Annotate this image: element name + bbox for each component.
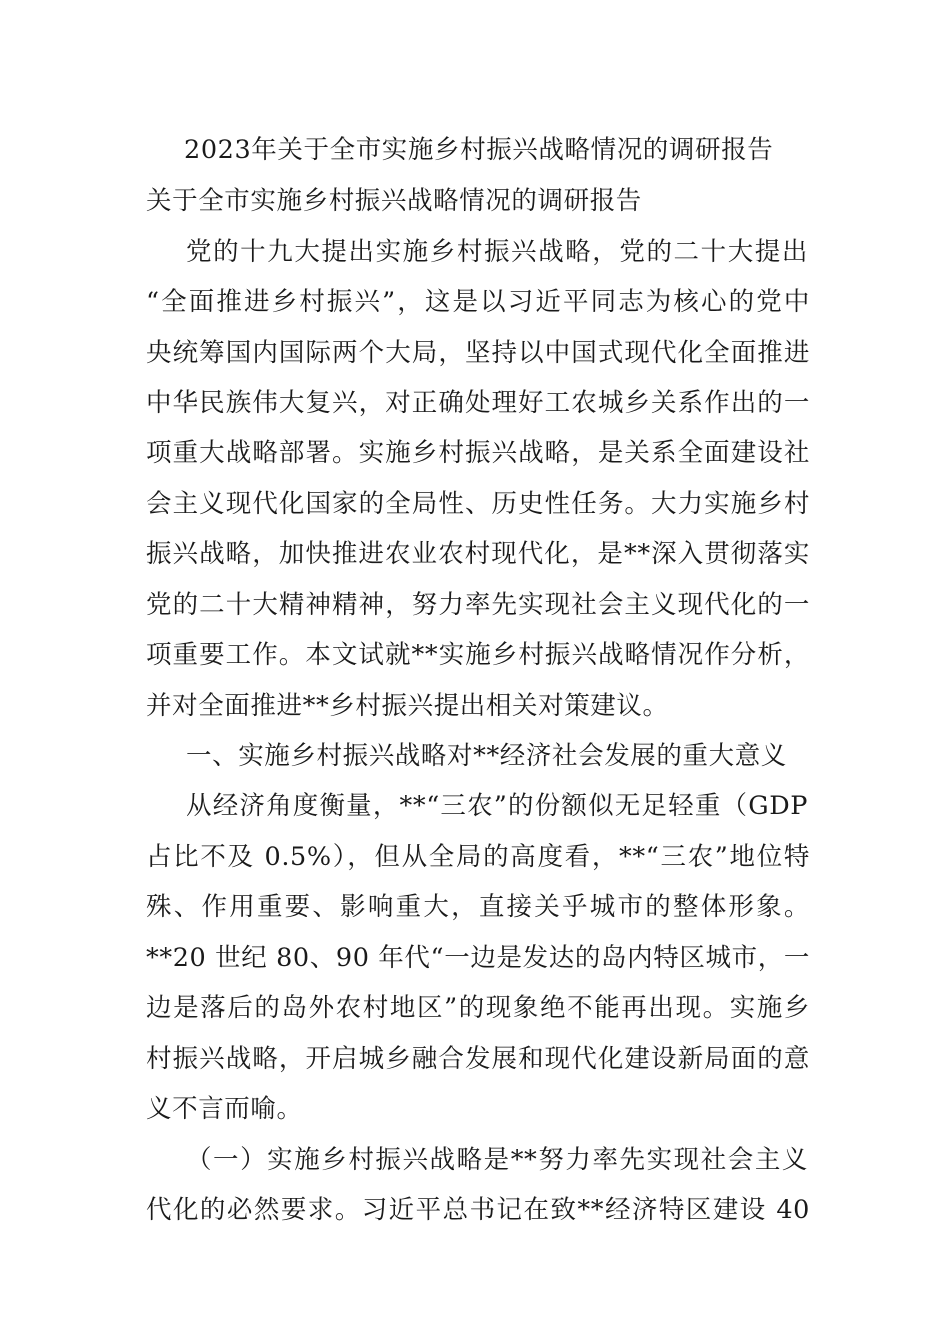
subsection-heading-line: （一）实施乡村振兴战略是**努力率先实现社会主义 <box>186 1145 808 1175</box>
paragraph-line: 项重要工作。本文试就**实施乡村振兴战略情况作分析， <box>146 640 810 670</box>
paragraph-line: 党的二十大精神精神，努力率先实现社会主义现代化的一 <box>146 590 810 620</box>
paragraph-line: 会主义现代化国家的全局性、历史性任务。大力实施乡村 <box>146 489 810 519</box>
paragraph-line: 殊、作用重要、影响重大，直接关乎城市的整体形象。 <box>146 892 810 922</box>
paragraph-line: “全面推进乡村振兴”，这是以习近平同志为核心的党中 <box>146 287 810 317</box>
paragraph-line: 党的十九大提出实施乡村振兴战略，党的二十大提出 <box>186 237 808 267</box>
paragraph-line: 占比不及 0.5%），但从全局的高度看，**“三农”地位特 <box>146 842 810 872</box>
paragraph-line: 中华民族伟大复兴，对正确处理好工农城乡关系作出的一 <box>146 388 810 418</box>
document-subtitle: 关于全市实施乡村振兴战略情况的调研报告 <box>146 186 642 216</box>
paragraph-line: 项重大战略部署。实施乡村振兴战略，是关系全面建设社 <box>146 438 810 468</box>
paragraph-line: 村振兴战略，开启城乡融合发展和现代化建设新局面的意 <box>146 1044 810 1074</box>
paragraph-line: 边是落后的岛外农村地区”的现象绝不能再出现。实施乡 <box>146 993 810 1023</box>
section-heading: 一、实施乡村振兴战略对**经济社会发展的重大意义 <box>186 741 787 771</box>
paragraph-line: 从经济角度衡量，**“三农”的份额似无足轻重（GDP <box>186 791 808 821</box>
paragraph-line: 义不言而喻。 <box>146 1094 303 1124</box>
paragraph-line: 代化的必然要求。习近平总书记在致**经济特区建设 40 <box>146 1195 810 1225</box>
paragraph-line: 振兴战略，加快推进农业农村现代化，是**深入贯彻落实 <box>146 539 810 569</box>
paragraph-line: 央统筹国内国际两个大局，坚持以中国式现代化全面推进 <box>146 338 810 368</box>
document-title: 2023年关于全市实施乡村振兴战略情况的调研报告 <box>184 135 774 165</box>
paragraph-line: 并对全面推进**乡村振兴提出相关对策建议。 <box>146 691 669 721</box>
paragraph-line: **20 世纪 80、90 年代“一边是发达的岛内特区城市，一 <box>146 943 810 973</box>
